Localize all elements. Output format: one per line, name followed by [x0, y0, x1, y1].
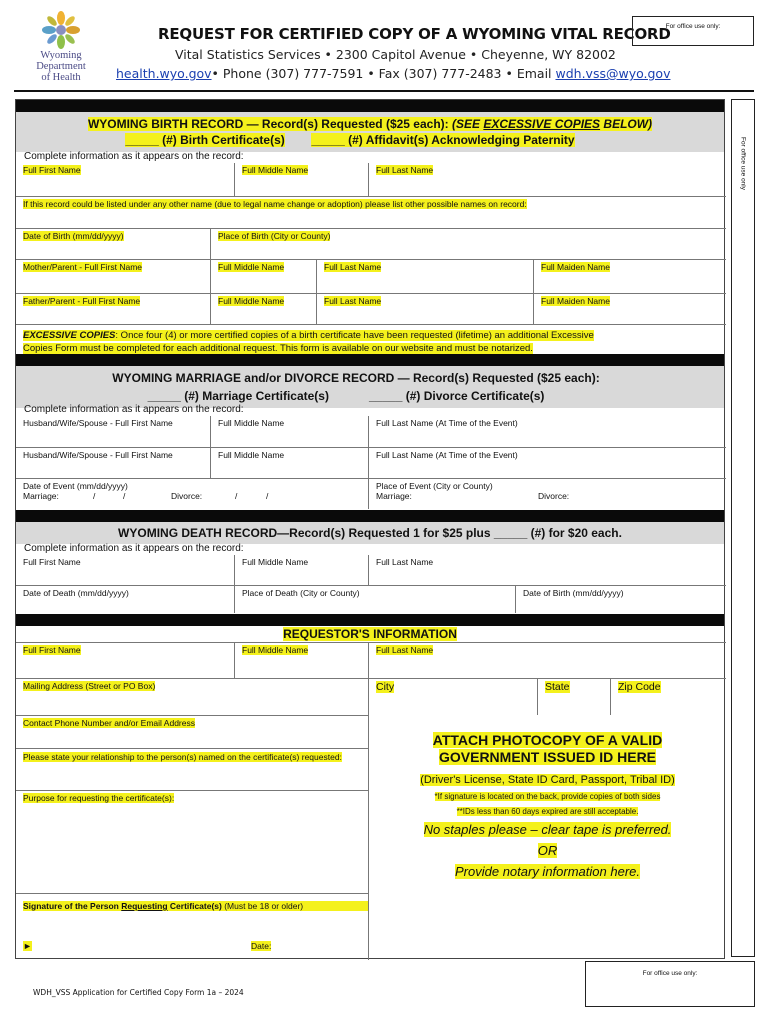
- death-title: WYOMING DEATH RECORD—Record(s) Requested 1 for $25 plus _____ (#) for $20 each.: [118, 526, 622, 540]
- contact-field[interactable]: Contact Phone Number and/or Email Address: [16, 715, 368, 748]
- attach-title-1: ATTACH PHOTOCOPY OF A VALID: [432, 732, 663, 748]
- spouse1-last-name-field[interactable]: Full Last Name (At Time of the Event): [368, 416, 726, 448]
- section-bar: [16, 100, 724, 112]
- death-pod-field[interactable]: Place of Death (City or County): [234, 585, 515, 613]
- birth-dob-field[interactable]: Date of Birth (mm/dd/yyyy): [16, 228, 210, 259]
- section-bar: [16, 614, 724, 626]
- signature-arrow-icon: ►: [23, 941, 32, 951]
- death-section-header: [16, 522, 724, 544]
- marriage-subtitle: Complete information as it appears on the record:: [24, 404, 244, 415]
- form-footer: WDH_VSS Application for Certified Copy Form 1a – 2024: [33, 988, 244, 997]
- event-date-field[interactable]: Date of Event (mm/dd/yyyy) Marriage: / / Divorce: / /: [16, 478, 368, 509]
- marriage-section-header: [16, 366, 724, 408]
- logo-line-1: Wyoming: [40, 50, 82, 61]
- divorce-cert-count: _____ (#) Divorce Certificate(s): [369, 389, 545, 403]
- marriage-title: WYOMING MARRIAGE and/or DIVORCE RECORD — Record(s) Requested ($25 each):: [112, 371, 600, 385]
- event-place-field[interactable]: Place of Event (City or County) Marriage: Divorce:: [368, 478, 726, 509]
- father-last-name-field[interactable]: Full Last Name: [316, 293, 533, 324]
- office-use-box-top: For office use only:: [632, 16, 754, 46]
- state-field[interactable]: State: [537, 678, 610, 715]
- zip-code-field[interactable]: Zip Code: [610, 678, 726, 715]
- spouse1-first-name-field[interactable]: Husband/Wife/Spouse - Full First Name: [23, 418, 173, 428]
- affidavit-count: _____ (#) Affidavit(s) Acknowledging Paternity: [311, 133, 575, 147]
- spouse2-last-name-field[interactable]: Full Last Name (At Time of the Event): [368, 447, 726, 478]
- office-use-box-bottom: For office use only:: [585, 961, 755, 1007]
- birth-title: WYOMING BIRTH RECORD — Record(s) Requested ($25 each): (SEE EXCESSIVE COPIES BELOW): [87, 117, 653, 131]
- signature-field[interactable]: [16, 893, 368, 960]
- date-label: Date:: [251, 941, 272, 951]
- wdh-logo: [22, 10, 100, 88]
- requestor-last-name-field[interactable]: Full Last Name: [368, 642, 726, 678]
- mother-first-name-field[interactable]: Mother/Parent - Full First Name: [16, 259, 210, 293]
- header-rule: [14, 90, 754, 92]
- mother-maiden-name-field[interactable]: Full Maiden Name: [533, 259, 726, 293]
- attach-title-2: GOVERNMENT ISSUED ID HERE: [438, 749, 657, 765]
- excessive-copies-label: EXCESSIVE COPIES: [23, 330, 116, 341]
- excessive-copies-note: EXCESSIVE COPIES: Once four (4) or more certified copies of a birth certificate have been requested (lifetime) an additional Excessive Copies Form must be completed for each additional request. This form is available on our website and must be notarized.: [16, 324, 726, 354]
- requestor-title: REQUESTOR'S INFORMATION: [283, 627, 457, 641]
- birth-subtitle: Complete information as it appears on the record:: [24, 151, 244, 162]
- section-bar: [16, 510, 724, 522]
- purpose-field[interactable]: Purpose for requesting the certificate(s):: [16, 790, 368, 893]
- father-middle-name-field[interactable]: Full Middle Name: [210, 293, 316, 324]
- death-dod-field[interactable]: Date of Death (mm/dd/yyyy): [16, 585, 234, 613]
- death-subtitle: Complete information as it appears on the record:: [24, 543, 244, 554]
- side-office-use-strip: [731, 99, 755, 957]
- spouse2-middle-name-field[interactable]: Full Middle Name: [210, 447, 368, 478]
- requestor-section-header: [16, 626, 724, 642]
- logo-line-2: Department: [36, 61, 86, 72]
- side-office-use-label: For office use only: [739, 137, 747, 190]
- attach-note-2: **IDs less than 60 days expired are still acceptable.: [456, 807, 639, 816]
- mother-last-name-field[interactable]: Full Last Name: [316, 259, 533, 293]
- mother-middle-name-field[interactable]: Full Middle Name: [210, 259, 316, 293]
- attach-or: OR: [537, 843, 558, 858]
- birth-section-header: [16, 112, 724, 152]
- death-middle-name-field[interactable]: Full Middle Name: [234, 555, 368, 585]
- logo-flower-icon: [38, 10, 84, 50]
- birth-first-name-field[interactable]: Full First Name: [23, 165, 81, 175]
- relationship-field[interactable]: Please state your relationship to the person(s) named on the certificate(s) requested:: [16, 748, 368, 790]
- father-first-name-field[interactable]: Father/Parent - Full First Name: [16, 293, 210, 324]
- death-last-name-field[interactable]: Full Last Name: [368, 555, 726, 585]
- spouse1-middle-name-field[interactable]: Full Middle Name: [210, 416, 368, 448]
- birth-last-name-field[interactable]: Full Last Name: [368, 163, 726, 196]
- email-link[interactable]: wdh.vss@wyo.gov: [555, 66, 671, 81]
- phone-fax: • Phone (307) 777-7591 • Fax (307) 777-2483 • Email: [211, 66, 556, 81]
- address-line: Vital Statistics Services • 2300 Capitol Avenue • Cheyenne, WY 82002: [175, 47, 616, 62]
- birth-other-names-field[interactable]: If this record could be listed under any other name (due to legal name change or adoption) please list other possible names on record:: [16, 196, 726, 228]
- section-bar: [16, 354, 724, 366]
- attach-id-area[interactable]: [369, 732, 726, 879]
- birth-middle-name-field[interactable]: Full Middle Name: [234, 163, 368, 196]
- birth-cert-count: _____ (#) Birth Certificate(s): [125, 133, 285, 147]
- request-form: [15, 99, 725, 959]
- mailing-address-field[interactable]: Mailing Address (Street or PO Box): [16, 678, 368, 715]
- form-title: REQUEST FOR CERTIFIED COPY OF A WYOMING VITAL RECORD: [158, 25, 671, 43]
- death-first-name-field[interactable]: Full First Name: [23, 557, 81, 567]
- signature-label: Signature of the Person Requesting Certificate(s) (Must be 18 or older): [23, 901, 368, 911]
- birth-pob-field[interactable]: Place of Birth (City or County): [210, 228, 726, 259]
- requestor-first-name-field[interactable]: Full First Name: [16, 642, 234, 678]
- city-field[interactable]: City: [368, 678, 537, 715]
- attach-staples-note: No staples please – clear tape is preferred.: [423, 822, 672, 837]
- logo-line-3: of Health: [41, 72, 81, 83]
- death-dob-field[interactable]: Date of Birth (mm/dd/yyyy): [515, 585, 726, 613]
- attach-notary-note: Provide notary information here.: [455, 864, 640, 879]
- marriage-cert-count: _____ (#) Marriage Certificate(s): [147, 389, 329, 403]
- website-link[interactable]: health.wyo.gov: [116, 66, 212, 81]
- contact-line: [116, 66, 670, 81]
- father-maiden-name-field[interactable]: Full Maiden Name: [533, 293, 726, 324]
- requestor-middle-name-field[interactable]: Full Middle Name: [234, 642, 368, 678]
- attach-id-types: (Driver's License, State ID Card, Passport, Tribal ID): [420, 774, 675, 786]
- attach-note-1: *If signature is located on the back, provide copies of both sides: [434, 792, 661, 801]
- spouse2-first-name-field[interactable]: Husband/Wife/Spouse - Full First Name: [16, 447, 210, 478]
